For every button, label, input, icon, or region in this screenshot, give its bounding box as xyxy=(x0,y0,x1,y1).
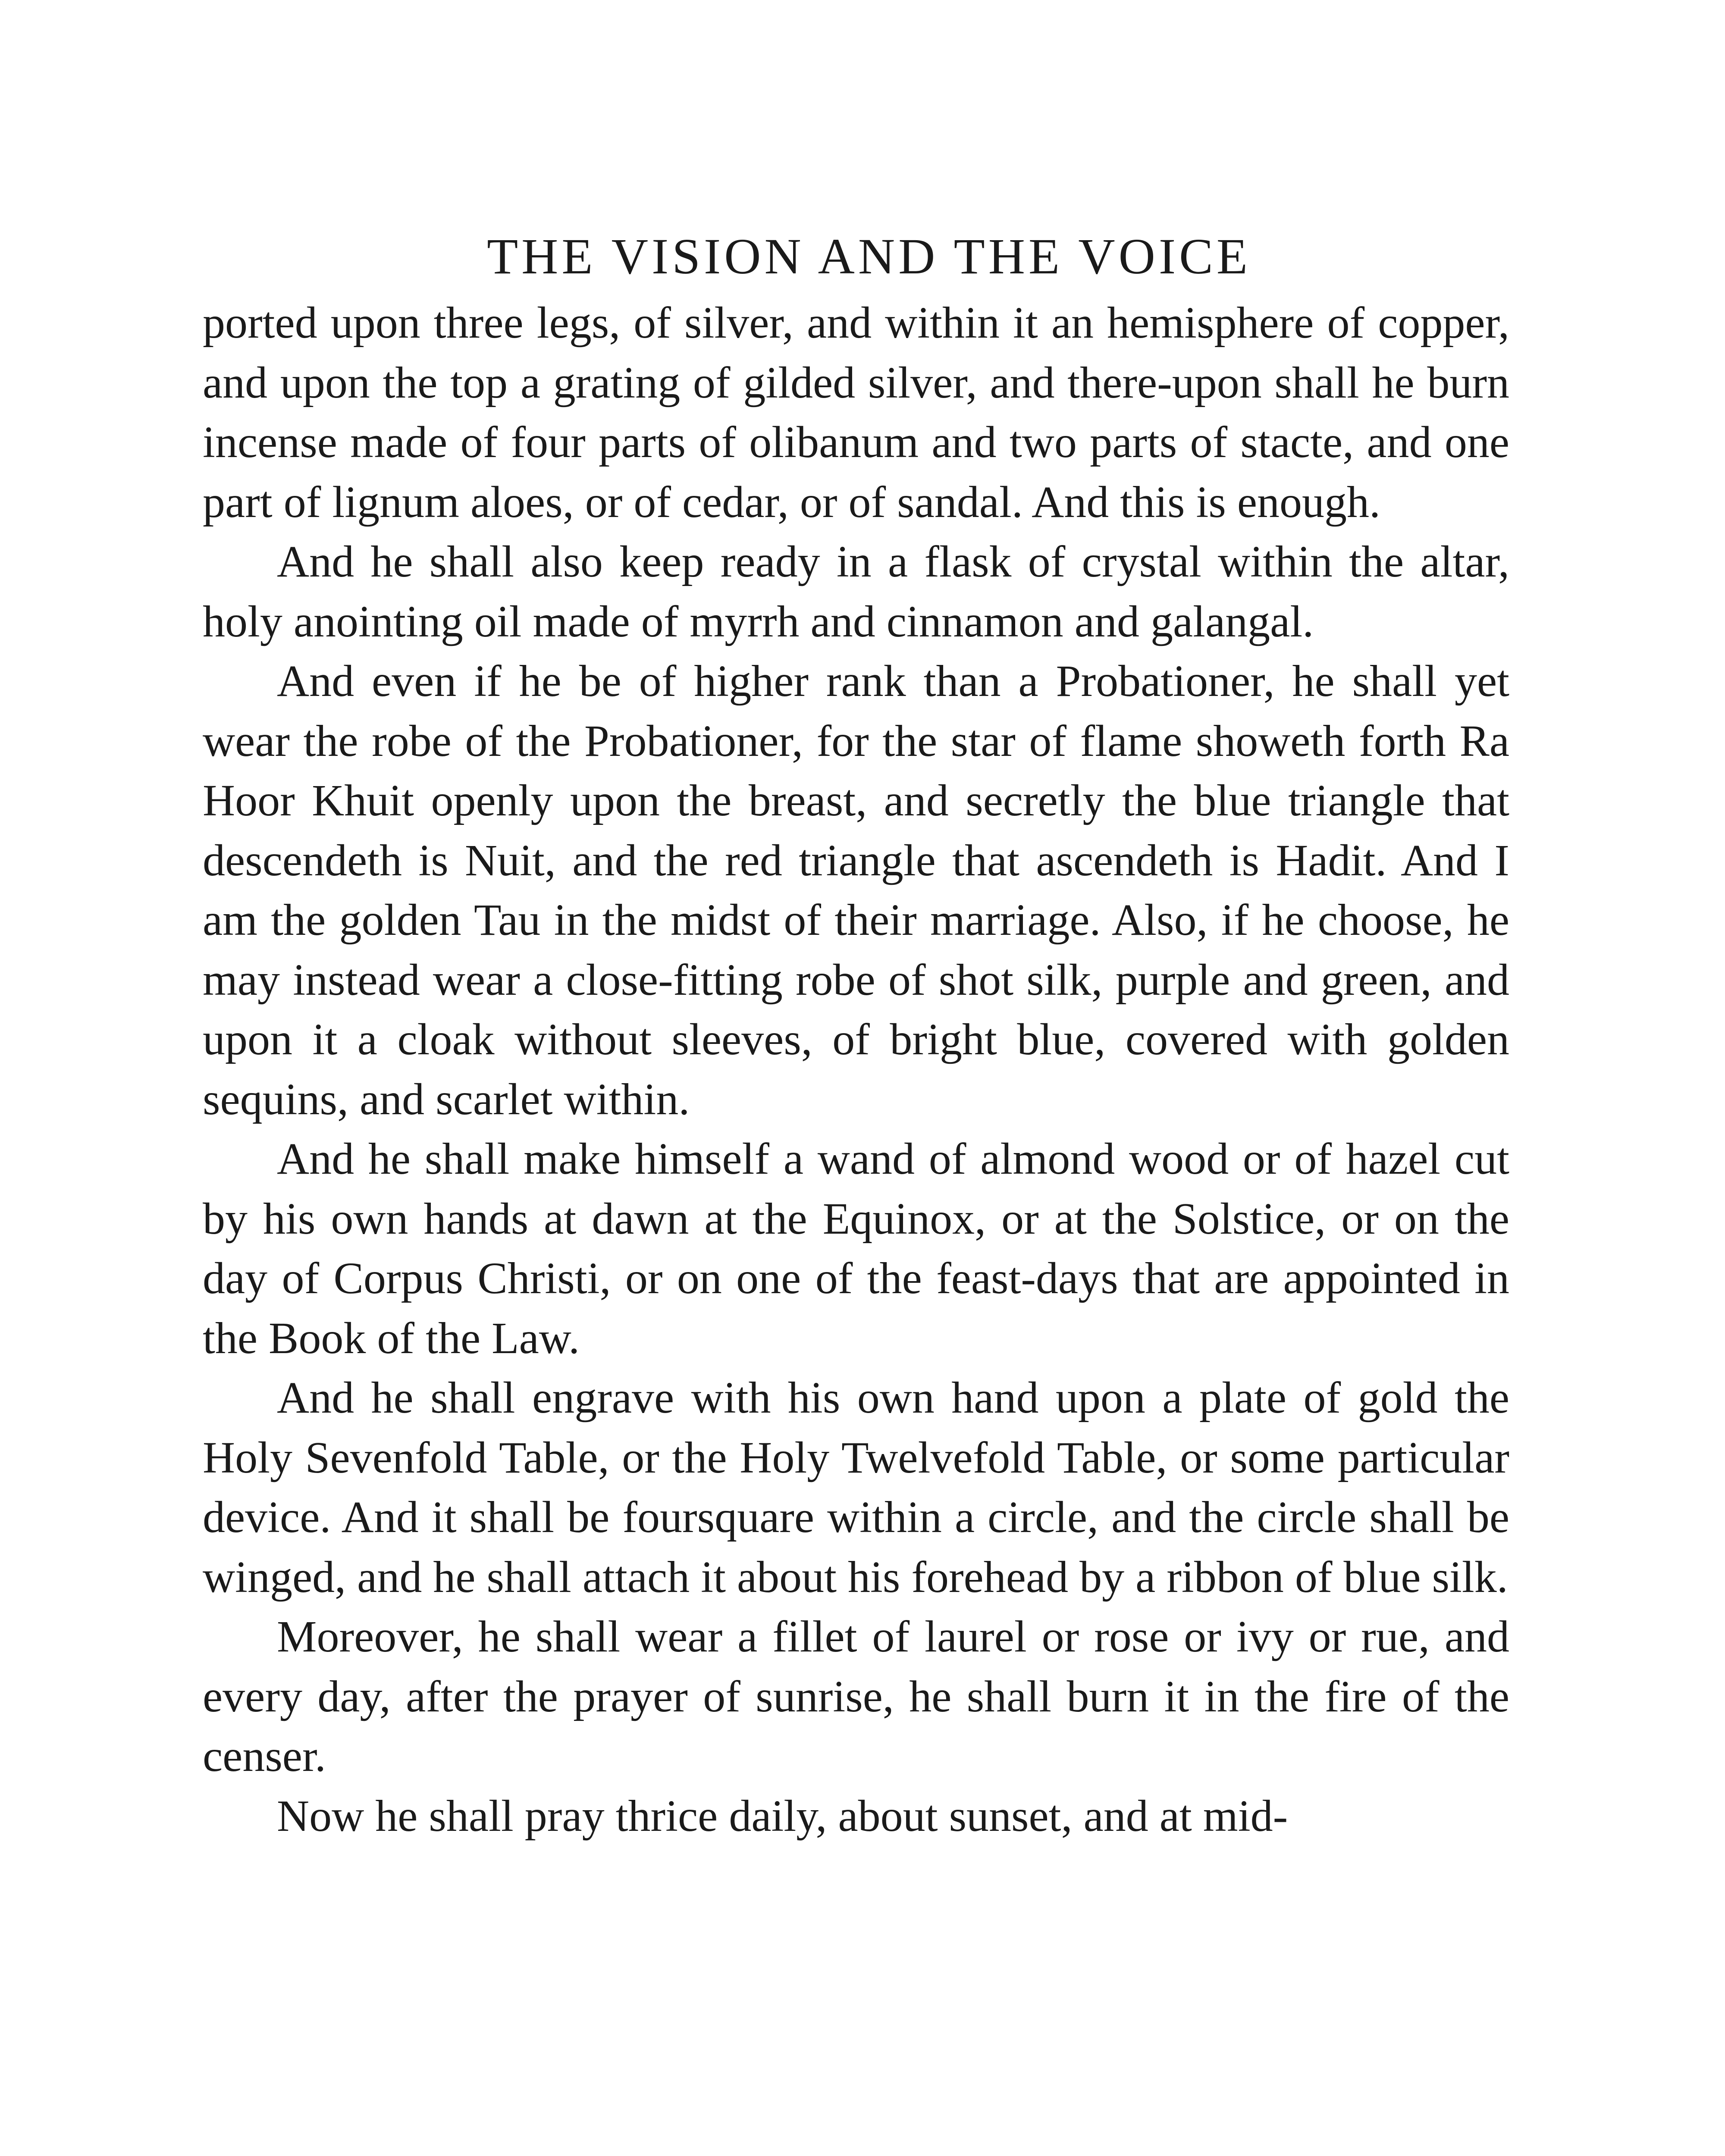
body-text xyxy=(203,293,1509,1846)
paragraph-2: And he shall also keep ready in a flask of crystal within the altar, holy anointing oil made of myrrh and cinnamon and galangal. xyxy=(203,537,1509,646)
paragraph-7: Now he shall pray thrice daily, about sunset, and at mid- xyxy=(277,1791,1288,1841)
paragraph-3: And even if he be of higher rank than a Probationer, he shall yet wear the robe of the Probationer, for the star of flame showeth forth Ra Hoor Khuit openly upon the breast, and secretly the blue triangle that descendeth is Nuit, and the red triangle that ascendeth is Hadit. And I am the golden Tau in the midst of their marriage. Also, if he choose, he may instead wear a close-fitting robe of shot silk, purple and green, and upon it a cloak without sleeves, of bright blue, covered with golden sequins, and scarlet within. xyxy=(203,656,1509,1124)
running-head: THE VISION AND THE VOICE xyxy=(487,228,1251,285)
paragraph-5: And he shall engrave with his own hand upon a plate of gold the Holy Sevenfold Table, or the Holy Twelvefold Table, or some particular device. And it shall be foursquare within a circle, and the circle shall be winged, and he shall attach it about his forehead by a ribbon of blue silk. xyxy=(203,1373,1509,1602)
book-page xyxy=(203,224,1509,1846)
paragraph-4: And he shall make himself a wand of almond wood or of hazel cut by his own hands at dawn at the Equinox, or at the Solstice, or on the day of Corpus Christi, or on one of the feast-days that are appointed in the Book of the Law. xyxy=(203,1134,1509,1363)
paragraph-6: Moreover, he shall wear a fillet of laurel or rose or ivy or rue, and every day, after the prayer of sunrise, he shall burn it in the fire of the censer. xyxy=(203,1612,1509,1781)
paragraph-1: ported upon three legs, of silver, and within it an hemisphere of copper, and upon the top a grating of gilded silver, and there-upon shall he burn incense made of four parts of olibanum and two parts of stacte, and one part of lignum aloes, or of cedar, or of sandal. And this is enough. xyxy=(203,298,1509,527)
